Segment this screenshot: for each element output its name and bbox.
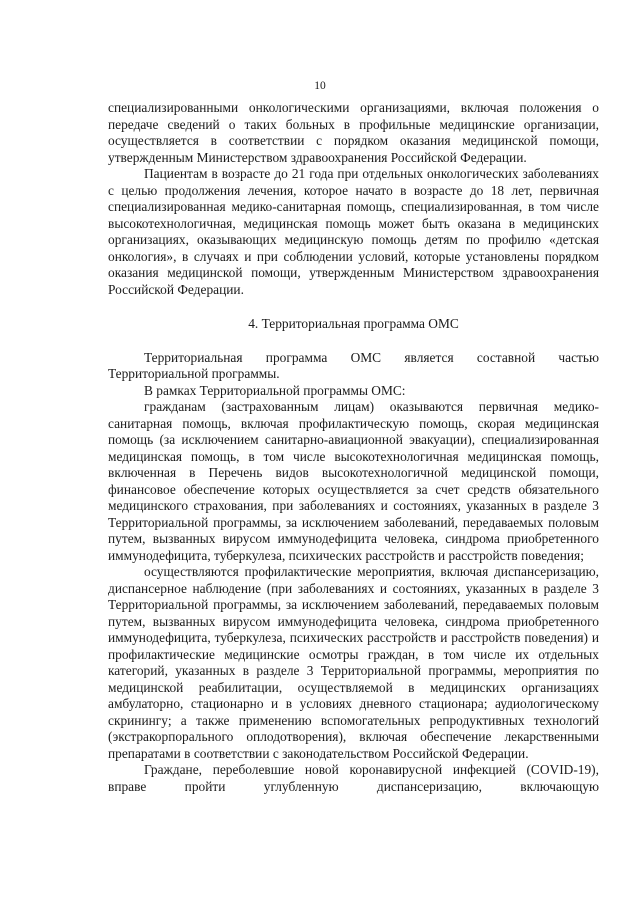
page-number: 10 [314, 80, 326, 92]
paragraph-program-part: Территориальная программа ОМС является составной частью Территориальной программы. [108, 349, 599, 381]
paragraph-within-program: В рамках Территориальной программы ОМС: [144, 382, 406, 398]
paragraph-oncology-organizations: специализированными онкологическими организациями, включая положения о передаче сведений о таких больных в профильные медицинские организации, осуществляется в соответствии с порядком оказания медицинской помощи, утвержденным Министерством здравоохранения Российской Федерации. [108, 100, 599, 165]
paragraph-covid-dispensary: Граждане, переболевшие новой коронавирусной инфекцией (COVID-19), вправе пройти углубленную диспансеризацию, включающую [108, 762, 599, 794]
section-heading: 4. Территориальная программа ОМС [248, 316, 459, 331]
paragraph-patients-under-21: Пациентам в возрасте до 21 года при отдельных онкологических заболеваниях с целью продолжения лечения, которое начато в возрасте до 18 лет, первичная специализированная медико-санитарная помощь, специализированная, в том числе высокотехнологичная, медицинская помощь может быть оказана в медицинских организациях, оказывающих медицинскую помощь детям по профилю «детская онкология», в случаях и при соблюдении условий, которые установлены порядком оказания медицинской помощи, утвержденным Министерством здравоохранения Российской Федерации. [108, 166, 599, 297]
paragraph-citizens-care: гражданам (застрахованным лицам) оказываются первичная медико-санитарная помощь, включая профилактическую помощь, скорая медицинская помощь (за исключением санитарно-авиационной эвакуации), специализированная медицинская помощь, в том числе высокотехнологичная медицинская помощь, включенная в Перечень видов высокотехнологичной медицинской помощи, финансовое обеспечение которых осуществляется за счет средств обязательного медицинского страхования, при заболеваниях и состояниях, указанных в разделе 3 Территориальной программы, за исключением заболеваний, передаваемых половым путем, вызванных вирусом иммунодефицита человека, синдрома приобретенного иммунодефицита, туберкулеза, психических расстройств и расстройств поведения; [108, 399, 599, 563]
document-body [108, 100, 599, 795]
paragraph-preventive-measures: осуществляются профилактические мероприятия, включая диспансеризацию, диспансерное наблюдение (при заболеваниях и состояниях, указанных в разделе 3 Территориальной программы, за исключением заболеваний, передаваемых половым путем, вызванных вирусом иммунодефицита человека, синдрома приобретенного иммунодефицита, туберкулеза, психических расстройств и расстройств поведения) и профилактические медицинские осмотры граждан, в том числе их отдельных категорий, указанных в разделе 3 Территориальной программы, мероприятия по медицинской реабилитации, осуществляемой в медицинских организациях амбулаторно, стационарно и в условиях дневного стационара; аудиологическому скринингу; а также применению вспомогательных репродуктивных технологий (экстракорпорального оплодотворения), включая обеспечение лекарственными препаратами в соответствии с законодательством Российской Федерации. [108, 564, 599, 761]
